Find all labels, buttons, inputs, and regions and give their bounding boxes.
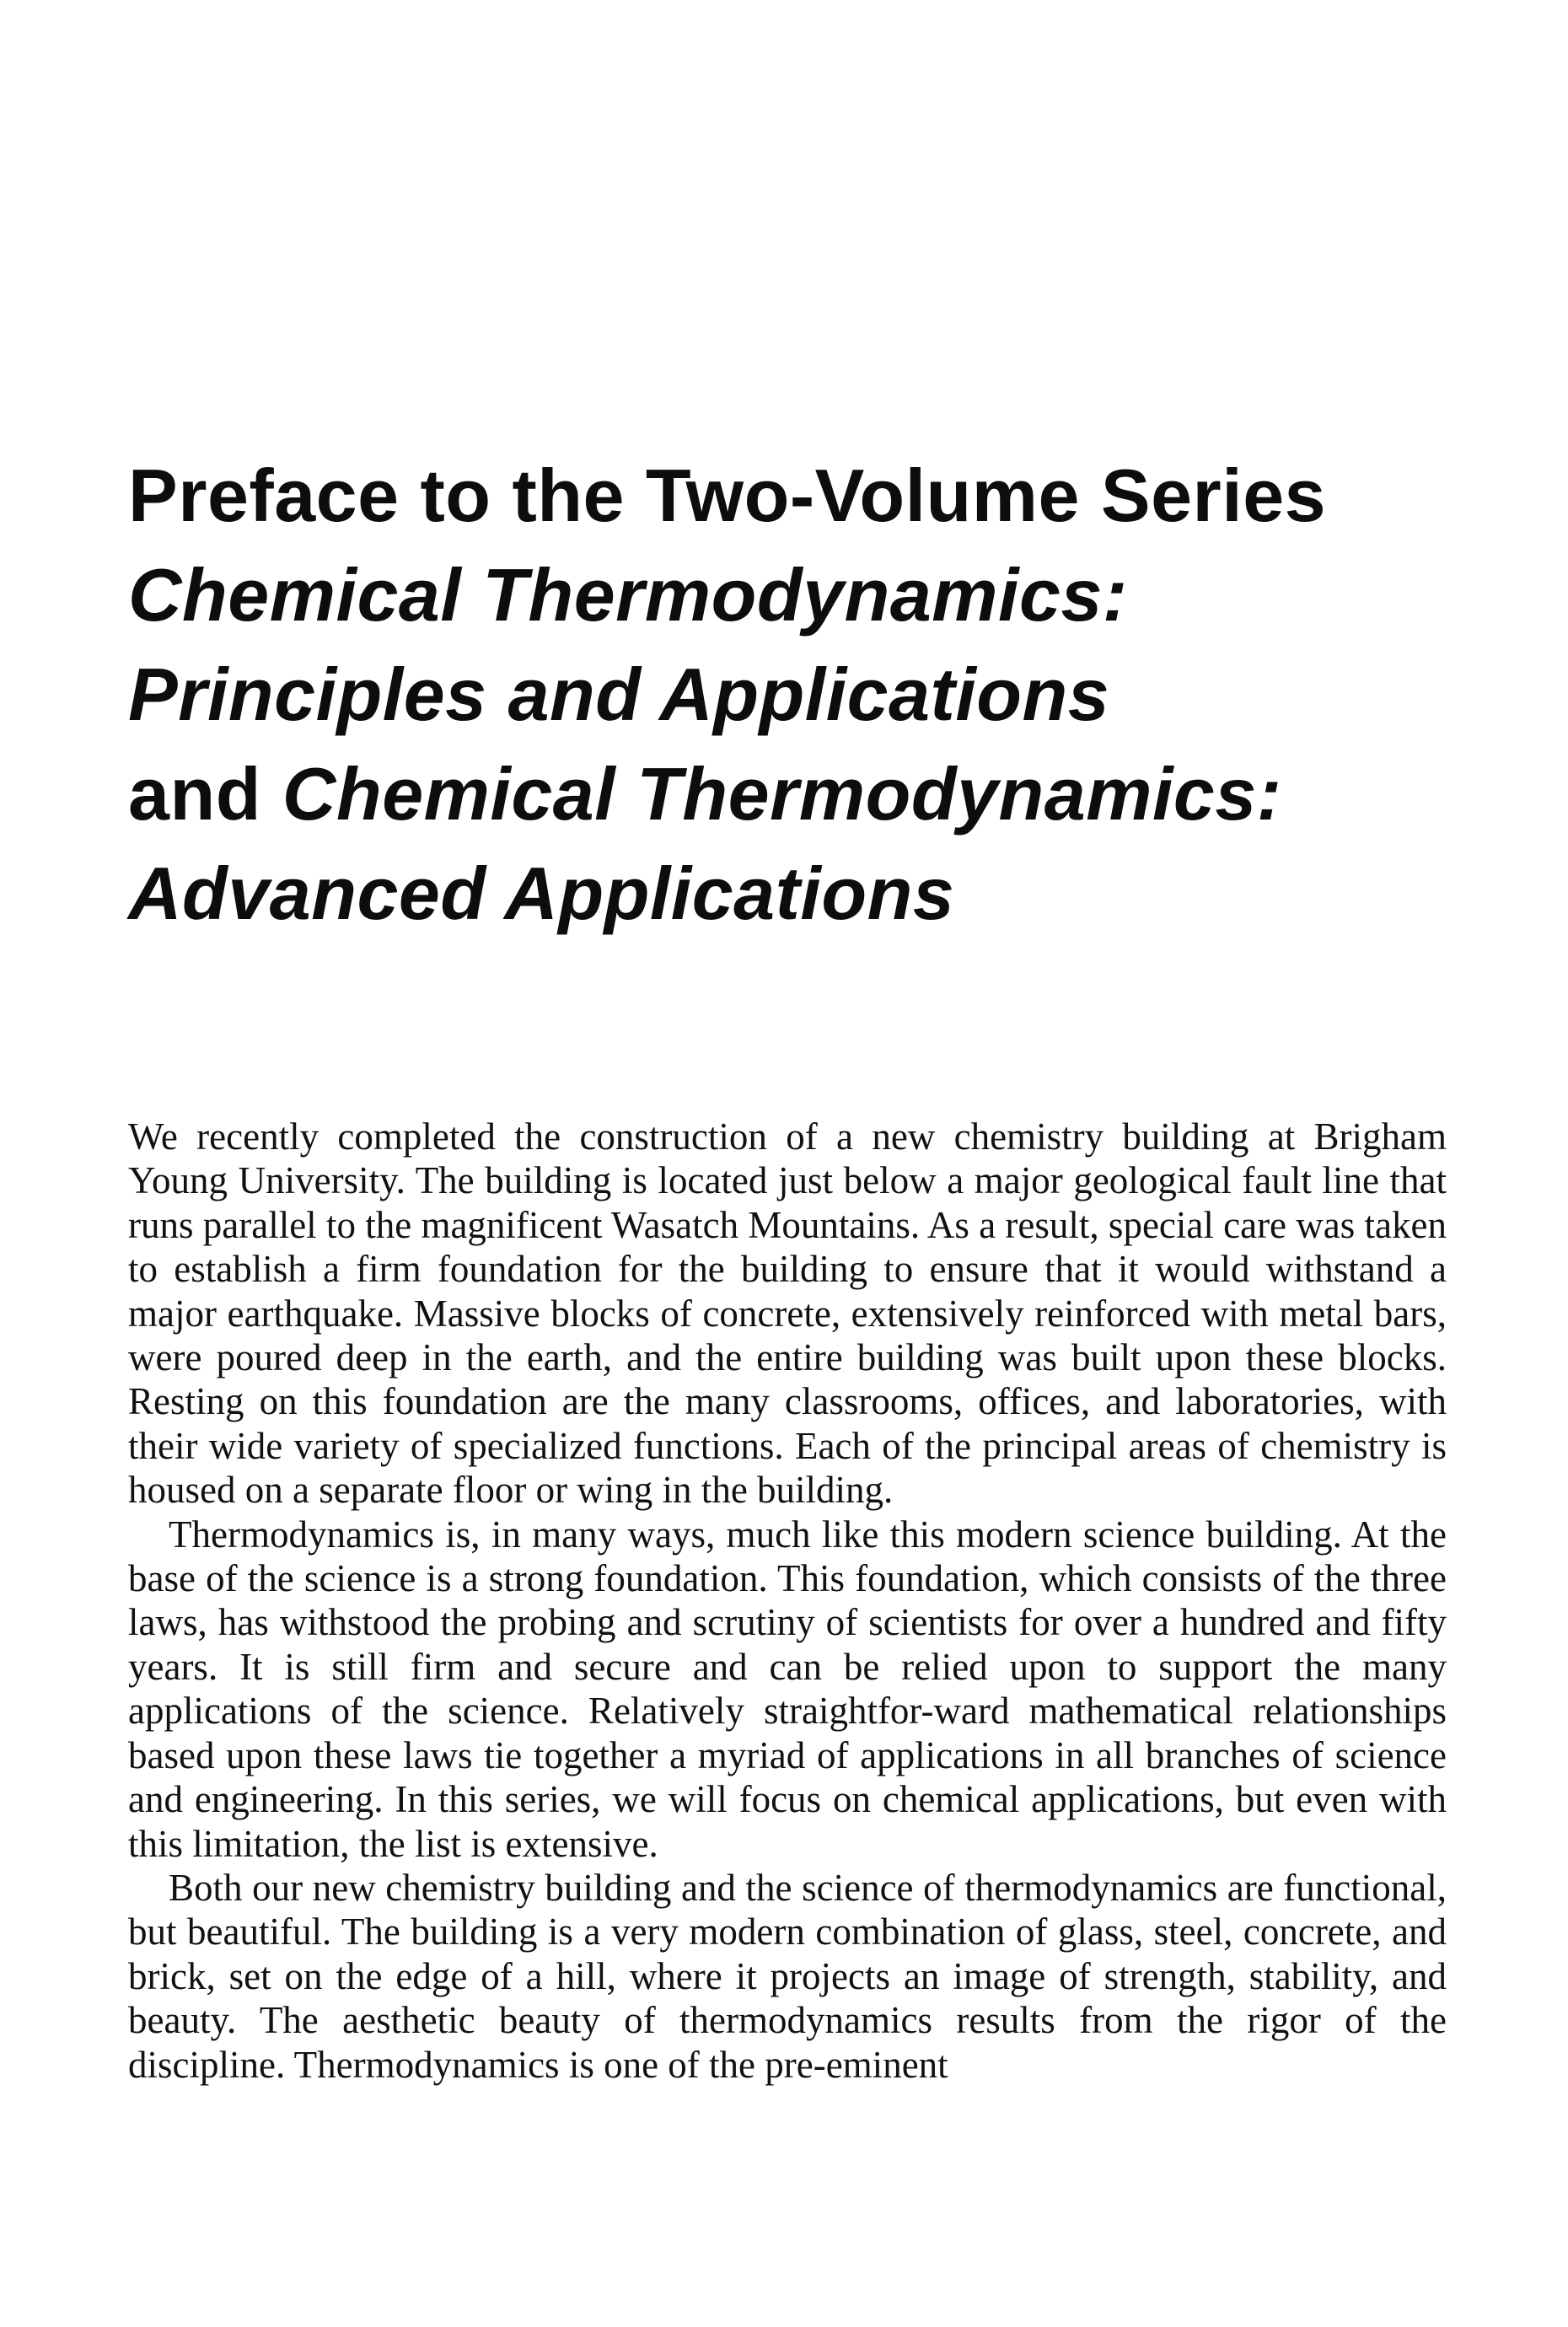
title-line-2-italic: Chemical Thermodynamics: xyxy=(128,552,1128,637)
paragraph-1: We recently completed the construction of a new chemistry building at Brigham Young University. The building is located just below a major geological fault line that runs parallel to the magnificent Wasatch Mountains. As a result, special care was taken to establish a firm foundation for the building to ensure that it would withstand a major earthquake. Massive blocks of concrete, extensively reinforced with metal bars, were poured deep in the earth, and the entire building was built upon these blocks. Resting on this foundation are the many classrooms, offices, and laboratories, with their wide variety of specialized functions. Each of the principal areas of chemistry is housed on a separate floor or wing in the building. xyxy=(128,1115,1447,1512)
paragraph-2: Thermodynamics is, in many ways, much like this modern science building. At the base of the science is a strong foundation. This foundation, which consists of the three laws, has withstood the probing and scrutiny of scientists for over a hundred and fifty years. It is still firm and secure and can be relied upon to support the many applications of the science. Relatively straightfor-ward mathematical relationships based upon these laws tie together a myriad of applications in all branches of science and engineering. In this series, we will focus on chemical applications, but even with this limitation, the list is extensive. xyxy=(128,1513,1447,1865)
preface-body xyxy=(128,1115,1447,2087)
title-line-2 xyxy=(128,545,1443,645)
title-line-5 xyxy=(128,844,1443,943)
title-line-1: Preface to the Two-Volume Series xyxy=(128,453,1327,537)
title-line-4 xyxy=(128,744,1443,844)
title-line-4-plain: and xyxy=(128,751,282,836)
paragraph-3: Both our new chemistry building and the science of thermodynamics are functional, but beautiful. The building is a very modern combination of glass, steel, concrete, and brick, set on the edge of a hill, where it projects an image of strength, stability, and beauty. The aesthetic beauty of thermodynamics results from the rigor of the discipline. Thermodynamics is one of the pre-eminent xyxy=(128,1866,1447,2086)
title-line-4-italic: Chemical Thermodynamics: xyxy=(282,751,1282,836)
title-line-3 xyxy=(128,645,1443,744)
title-line-5-italic: Advanced Applications xyxy=(128,851,955,935)
preface-title xyxy=(128,446,1443,943)
title-line-3-italic: Principles and Applications xyxy=(128,652,1110,736)
